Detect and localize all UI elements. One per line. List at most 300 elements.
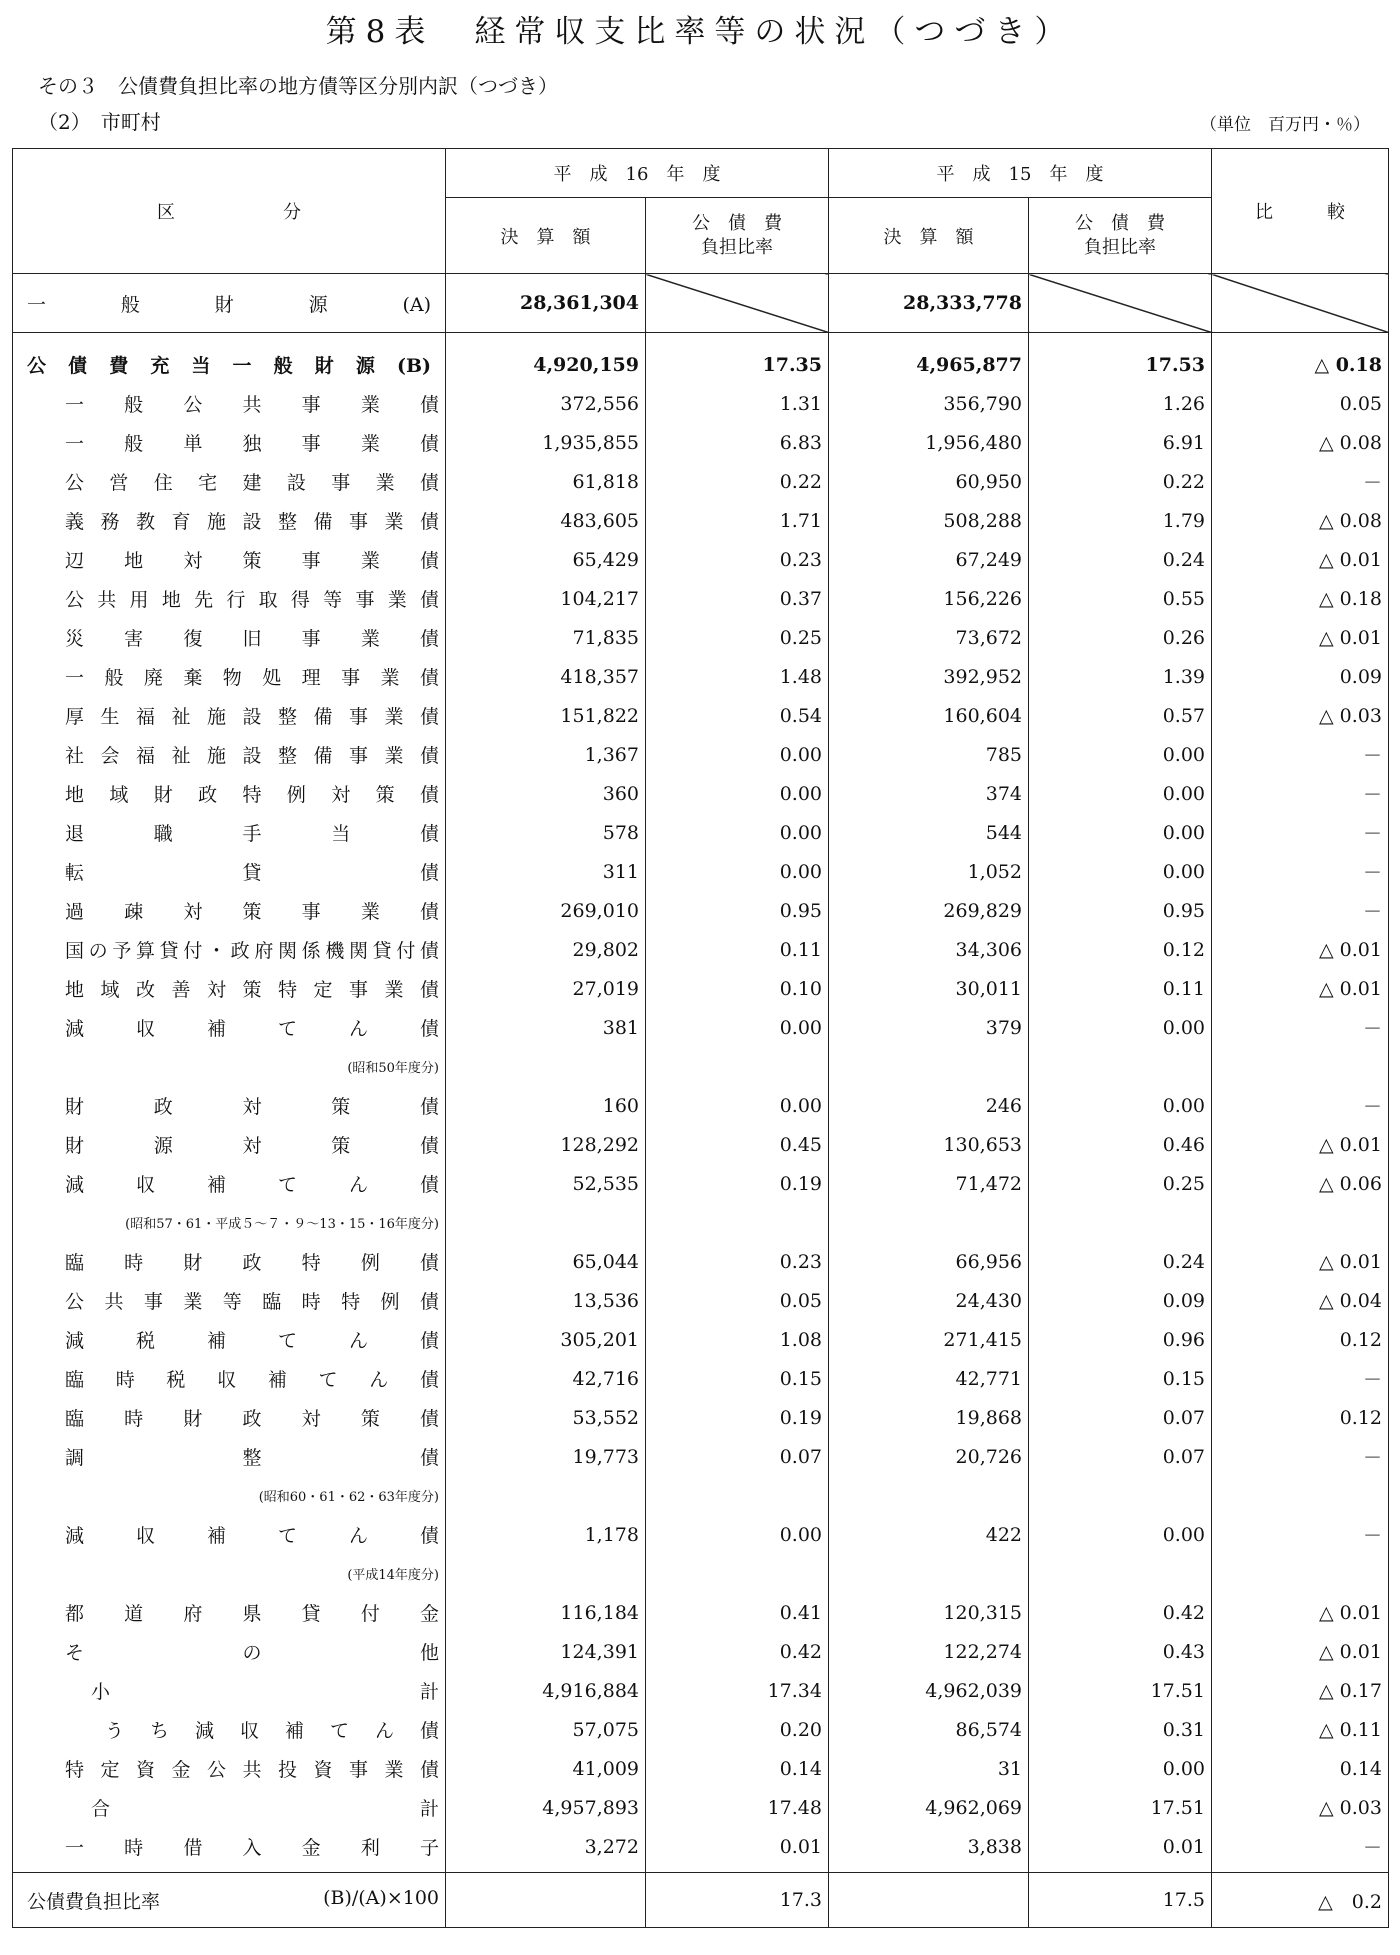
header-category: 区 分: [13, 149, 446, 274]
cell-h15-ratio: 0.12: [1029, 930, 1212, 969]
cell-label: 地域財政特例対策債: [13, 774, 446, 813]
cell-h16-amount: 116,184: [446, 1593, 646, 1632]
cell-diff: －: [1212, 1359, 1389, 1398]
cell-h15-ratio: 0.22: [1029, 462, 1212, 501]
empty-cell: [829, 1873, 1029, 1928]
table-row: [13, 696, 1389, 735]
cell-h16-amount: 104,217: [446, 579, 646, 618]
cell-h16-amount: 311: [446, 852, 646, 891]
h15-amount: 28,333,778: [829, 274, 1029, 333]
cell-diff: 0.09: [1212, 657, 1389, 696]
ratio-diff: △ 0.2: [1212, 1873, 1389, 1928]
empty-cell: [829, 1047, 1029, 1086]
table-row: [13, 930, 1389, 969]
cell-h15-amount: 374: [829, 774, 1029, 813]
ratio-h15: 17.5: [1029, 1873, 1212, 1928]
cell-h16-ratio: 0.23: [646, 540, 829, 579]
h16-amount: 28,361,304: [446, 274, 646, 333]
empty-cell: [1029, 1476, 1212, 1515]
cell-label: 公共用地先行取得等事業債: [13, 579, 446, 618]
cell-diff: △ 0.01: [1212, 1125, 1389, 1164]
ratio-h16: 17.3: [646, 1873, 829, 1928]
cell-label: 転貸債: [13, 852, 446, 891]
table-row: [13, 1359, 1389, 1398]
cell-h16-ratio: 6.83: [646, 423, 829, 462]
cell-label: 臨時財政対策債: [13, 1398, 446, 1437]
empty-cell: [1029, 1047, 1212, 1086]
table-row: [13, 1086, 1389, 1125]
cell-diff: △ 0.06: [1212, 1164, 1389, 1203]
note-row: [13, 1476, 1389, 1515]
cell-h16-ratio: 0.11: [646, 930, 829, 969]
cell-label: 義務教育施設整備事業債: [13, 501, 446, 540]
cell-diff: －: [1212, 735, 1389, 774]
cell-h16-amount: 1,367: [446, 735, 646, 774]
table-row: [13, 333, 1389, 385]
row-note: (昭和60・61・62・63年度分): [13, 1476, 446, 1515]
cell-h15-amount: 30,011: [829, 969, 1029, 1008]
table-row: [13, 1710, 1389, 1749]
cell-h15-ratio: 0.00: [1029, 852, 1212, 891]
subtitle-municipality: （2） 市町村: [38, 110, 161, 134]
empty-cell: [446, 1476, 646, 1515]
empty-cell: [446, 1873, 646, 1928]
cell-h15-amount: 60,950: [829, 462, 1029, 501]
cell-h16-amount: 3,272: [446, 1827, 646, 1873]
cell-label: 一般単独事業債: [13, 423, 446, 462]
cell-label: 一時借入金利子: [13, 1827, 446, 1873]
cell-h16-amount: 61,818: [446, 462, 646, 501]
cell-diff: △ 0.08: [1212, 501, 1389, 540]
table-row: [13, 1437, 1389, 1476]
cell-label: 臨時財政特例債: [13, 1242, 446, 1281]
cell-h15-amount: 356,790: [829, 384, 1029, 423]
cell-h15-ratio: 0.07: [1029, 1398, 1212, 1437]
row-note: (昭和50年度分): [13, 1047, 446, 1086]
cell-h15-ratio: 1.26: [1029, 384, 1212, 423]
header-compare: 比 較: [1212, 149, 1389, 274]
ratio-row: [13, 1873, 1389, 1928]
cell-h15-amount: 3,838: [829, 1827, 1029, 1873]
cell-h15-ratio: 0.00: [1029, 813, 1212, 852]
cell-h16-ratio: 0.00: [646, 852, 829, 891]
cell-h16-ratio: 0.00: [646, 735, 829, 774]
cell-h16-amount: 1,935,855: [446, 423, 646, 462]
cell-h16-ratio: 17.35: [646, 333, 829, 385]
cell-diff: 0.12: [1212, 1398, 1389, 1437]
cell-h16-amount: 4,916,884: [446, 1671, 646, 1710]
cell-diff: △ 0.03: [1212, 1788, 1389, 1827]
cell-h16-amount: 305,201: [446, 1320, 646, 1359]
cell-diff: △ 0.01: [1212, 1242, 1389, 1281]
cell-label: 特定資金公共投資事業債: [13, 1749, 446, 1788]
cell-label: 小計: [13, 1671, 446, 1710]
cell-h16-amount: 4,957,893: [446, 1788, 646, 1827]
ratio-label: 公債費負担比率: [27, 1890, 161, 1913]
header-ratio-16: 公 債 費 負担比率: [646, 198, 829, 274]
cell-h16-ratio: 0.19: [646, 1164, 829, 1203]
cell-h15-amount: 1,956,480: [829, 423, 1029, 462]
table-row: [13, 1281, 1389, 1320]
cell-h15-ratio: 0.95: [1029, 891, 1212, 930]
cell-h16-ratio: 0.25: [646, 618, 829, 657]
page-title: 第8表 経常収支比率等の状況（つづき）: [325, 14, 1075, 50]
cell-h16-amount: 360: [446, 774, 646, 813]
cell-h15-amount: 392,952: [829, 657, 1029, 696]
cell-h16-ratio: 0.20: [646, 1710, 829, 1749]
cell-h15-amount: 71,472: [829, 1164, 1029, 1203]
cell-h16-ratio: 0.00: [646, 813, 829, 852]
cell-h16-amount: 128,292: [446, 1125, 646, 1164]
cell-h16-amount: 42,716: [446, 1359, 646, 1398]
empty-cell: [1212, 1476, 1389, 1515]
cell-label: 退職手当債: [13, 813, 446, 852]
table-row: [13, 969, 1389, 1008]
cell-diff: △ 0.01: [1212, 1632, 1389, 1671]
cell-h16-amount: 13,536: [446, 1281, 646, 1320]
table-row: [13, 891, 1389, 930]
table-row: [13, 1515, 1389, 1554]
cell-h16-ratio: 0.42: [646, 1632, 829, 1671]
table-row: [13, 540, 1389, 579]
cell-h16-ratio: 0.15: [646, 1359, 829, 1398]
debt-ratio-table: [12, 148, 1389, 1928]
cell-h15-ratio: 0.00: [1029, 774, 1212, 813]
cell-label: 公共事業等臨時特例債: [13, 1281, 446, 1320]
empty-cell: [829, 1554, 1029, 1593]
row-note: (昭和57・61・平成５～７・９～13・15・16年度分): [13, 1203, 446, 1242]
table-row: [13, 1671, 1389, 1710]
cell-h15-amount: 544: [829, 813, 1029, 852]
cell-label: 過疎対策事業債: [13, 891, 446, 930]
note-row: [13, 1047, 1389, 1086]
cell-diff: △ 0.01: [1212, 618, 1389, 657]
cell-h15-ratio: 0.00: [1029, 1515, 1212, 1554]
cell-h15-ratio: 0.00: [1029, 1749, 1212, 1788]
cell-h15-ratio: 0.26: [1029, 618, 1212, 657]
cell-label: 臨時税収補てん債: [13, 1359, 446, 1398]
cell-h16-ratio: 0.54: [646, 696, 829, 735]
cell-h16-amount: 578: [446, 813, 646, 852]
empty-cell: [1029, 1554, 1212, 1593]
cell-h15-amount: 4,962,069: [829, 1788, 1029, 1827]
cell-h15-ratio: 17.51: [1029, 1788, 1212, 1827]
cell-h15-amount: 24,430: [829, 1281, 1029, 1320]
cell-diff: 0.05: [1212, 384, 1389, 423]
cell-h15-ratio: 0.43: [1029, 1632, 1212, 1671]
cell-h16-amount: 4,920,159: [446, 333, 646, 385]
cell-h16-amount: 19,773: [446, 1437, 646, 1476]
cell-h16-ratio: 0.10: [646, 969, 829, 1008]
empty-cell: [1212, 1047, 1389, 1086]
cell-label: 減収補てん債: [13, 1515, 446, 1554]
empty-cell: [1212, 1203, 1389, 1242]
cell-diff: －: [1212, 813, 1389, 852]
cell-h15-ratio: 17.53: [1029, 333, 1212, 385]
cell-label: 調整債: [13, 1437, 446, 1476]
cell-h16-ratio: 0.14: [646, 1749, 829, 1788]
cell-h15-ratio: 0.11: [1029, 969, 1212, 1008]
cell-h15-amount: 120,315: [829, 1593, 1029, 1632]
cell-h15-amount: 246: [829, 1086, 1029, 1125]
ratio-label-cell: [13, 1873, 446, 1928]
cell-h15-amount: 271,415: [829, 1320, 1029, 1359]
cell-label: うち減収補てん債: [13, 1710, 446, 1749]
table-row: [13, 579, 1389, 618]
cell-label: 都道府県貸付金: [13, 1593, 446, 1632]
note-row: [13, 1554, 1389, 1593]
empty-cell: [446, 1554, 646, 1593]
cell-h16-ratio: 0.00: [646, 774, 829, 813]
cell-diff: －: [1212, 852, 1389, 891]
cell-h16-ratio: 0.05: [646, 1281, 829, 1320]
cell-h15-amount: 4,962,039: [829, 1671, 1029, 1710]
cell-h15-ratio: 0.15: [1029, 1359, 1212, 1398]
cell-h16-ratio: 0.07: [646, 1437, 829, 1476]
cell-diff: △ 0.01: [1212, 1593, 1389, 1632]
cell-diff: －: [1212, 774, 1389, 813]
empty-cell: [829, 1203, 1029, 1242]
cell-h15-amount: 31: [829, 1749, 1029, 1788]
cell-label: 減税補てん債: [13, 1320, 446, 1359]
cell-h16-amount: 41,009: [446, 1749, 646, 1788]
cell-h16-ratio: 0.00: [646, 1515, 829, 1554]
cell-h15-amount: 19,868: [829, 1398, 1029, 1437]
table-row: [13, 735, 1389, 774]
cell-h16-amount: 372,556: [446, 384, 646, 423]
cell-h15-ratio: 0.31: [1029, 1710, 1212, 1749]
cell-label: 減収補てん債: [13, 1008, 446, 1047]
cell-h15-ratio: 17.51: [1029, 1671, 1212, 1710]
cell-label: 合計: [13, 1788, 446, 1827]
cell-h15-amount: 508,288: [829, 501, 1029, 540]
empty-cell: [1029, 1203, 1212, 1242]
cell-diff: △ 0.01: [1212, 969, 1389, 1008]
cell-h16-ratio: 0.19: [646, 1398, 829, 1437]
cell-h15-amount: 130,653: [829, 1125, 1029, 1164]
cell-label: その他: [13, 1632, 446, 1671]
cell-label: 財源対策債: [13, 1125, 446, 1164]
cell-diff: －: [1212, 1827, 1389, 1873]
cell-h16-amount: 1,178: [446, 1515, 646, 1554]
cell-label: 災害復旧事業債: [13, 618, 446, 657]
cell-h16-amount: 483,605: [446, 501, 646, 540]
cell-h16-amount: 381: [446, 1008, 646, 1047]
table-row: [13, 1125, 1389, 1164]
cell-diff: －: [1212, 1515, 1389, 1554]
cell-h15-ratio: 0.57: [1029, 696, 1212, 735]
table-row: [13, 1398, 1389, 1437]
cell-h15-ratio: 0.00: [1029, 1086, 1212, 1125]
cell-h15-amount: 785: [829, 735, 1029, 774]
unit-note: （単位 百万円・％）: [1200, 115, 1370, 135]
table-row: [13, 1788, 1389, 1827]
table-row: [13, 657, 1389, 696]
cell-h15-ratio: 0.55: [1029, 579, 1212, 618]
cell-h16-ratio: 0.41: [646, 1593, 829, 1632]
cell-h16-ratio: 17.48: [646, 1788, 829, 1827]
cell-h16-ratio: 1.08: [646, 1320, 829, 1359]
cell-diff: △ 0.01: [1212, 540, 1389, 579]
table-row: [13, 1593, 1389, 1632]
cell-h16-amount: 52,535: [446, 1164, 646, 1203]
cell-h16-amount: 71,835: [446, 618, 646, 657]
table-row: [13, 1749, 1389, 1788]
diagonal-cell: [1212, 274, 1389, 333]
cell-h15-amount: 73,672: [829, 618, 1029, 657]
cell-label: 一般廃棄物処理事業債: [13, 657, 446, 696]
cell-label: 減収補てん債: [13, 1164, 446, 1203]
cell-diff: 0.14: [1212, 1749, 1389, 1788]
cell-h16-ratio: 0.00: [646, 1008, 829, 1047]
cell-h15-ratio: 6.91: [1029, 423, 1212, 462]
cell-h15-amount: 422: [829, 1515, 1029, 1554]
cell-h15-ratio: 0.24: [1029, 1242, 1212, 1281]
row-note: (平成14年度分): [13, 1554, 446, 1593]
header-year16: 平 成 16 年 度: [446, 149, 829, 198]
cell-h15-ratio: 0.25: [1029, 1164, 1212, 1203]
cell-diff: －: [1212, 462, 1389, 501]
cell-h16-ratio: 0.37: [646, 579, 829, 618]
cell-h16-ratio: 0.00: [646, 1086, 829, 1125]
cell-label: 社会福祉施設整備事業債: [13, 735, 446, 774]
cell-h16-amount: 53,552: [446, 1398, 646, 1437]
cell-h16-amount: 418,357: [446, 657, 646, 696]
cell-h15-ratio: 0.42: [1029, 1593, 1212, 1632]
cell-h16-ratio: 17.34: [646, 1671, 829, 1710]
table-row: [13, 774, 1389, 813]
empty-cell: [646, 1554, 829, 1593]
cell-h16-ratio: 1.71: [646, 501, 829, 540]
cell-h16-amount: 57,075: [446, 1710, 646, 1749]
table-row: [13, 813, 1389, 852]
table-row: [13, 618, 1389, 657]
cell-diff: △ 0.11: [1212, 1710, 1389, 1749]
cell-h15-ratio: 0.00: [1029, 1008, 1212, 1047]
header-settlement-15: 決 算 額: [829, 198, 1029, 274]
cell-h15-amount: 4,965,877: [829, 333, 1029, 385]
cell-label: 国の予算貸付・政府関係機関貸付債: [13, 930, 446, 969]
cell-h16-ratio: 0.01: [646, 1827, 829, 1873]
table-row: [13, 1242, 1389, 1281]
cell-h15-amount: 1,052: [829, 852, 1029, 891]
cell-h16-amount: 269,010: [446, 891, 646, 930]
cell-diff: △ 0.18: [1212, 579, 1389, 618]
cell-h16-amount: 65,429: [446, 540, 646, 579]
table-row: [13, 1008, 1389, 1047]
table-row: [13, 462, 1389, 501]
cell-h15-amount: 66,956: [829, 1242, 1029, 1281]
cell-h16-amount: 151,822: [446, 696, 646, 735]
cell-h15-ratio: 0.24: [1029, 540, 1212, 579]
cell-h15-ratio: 0.09: [1029, 1281, 1212, 1320]
cell-label: 財政対策債: [13, 1086, 446, 1125]
cell-h15-amount: 20,726: [829, 1437, 1029, 1476]
cell-h16-amount: 27,019: [446, 969, 646, 1008]
cell-h15-amount: 34,306: [829, 930, 1029, 969]
general-revenue-row: [13, 274, 1389, 333]
diagonal-cell: [646, 274, 829, 333]
table-row: [13, 1827, 1389, 1873]
cell-h16-amount: 160: [446, 1086, 646, 1125]
cell-label: 辺地対策事業債: [13, 540, 446, 579]
cell-h16-ratio: 1.31: [646, 384, 829, 423]
cell-label: 公営住宅建設事業債: [13, 462, 446, 501]
cell-h16-ratio: 0.95: [646, 891, 829, 930]
empty-cell: [446, 1047, 646, 1086]
cell-h15-ratio: 0.00: [1029, 735, 1212, 774]
cell-h15-ratio: 0.07: [1029, 1437, 1212, 1476]
cell-label: 地域改善対策特定事業債: [13, 969, 446, 1008]
table-row: [13, 1164, 1389, 1203]
ratio-formula: (B)/(A)×100: [323, 1886, 439, 1909]
empty-cell: [646, 1047, 829, 1086]
cell-h15-amount: 160,604: [829, 696, 1029, 735]
table-row: [13, 384, 1389, 423]
cell-diff: △ 0.17: [1212, 1671, 1389, 1710]
cell-label: 厚生福祉施設整備事業債: [13, 696, 446, 735]
empty-cell: [646, 1476, 829, 1515]
cell-diff: －: [1212, 1086, 1389, 1125]
cell-diff: △ 0.08: [1212, 423, 1389, 462]
empty-cell: [829, 1476, 1029, 1515]
cell-diff: 0.12: [1212, 1320, 1389, 1359]
header-ratio-15: 公 債 費 負担比率: [1029, 198, 1212, 274]
cell-h16-amount: 65,044: [446, 1242, 646, 1281]
cell-h16-amount: 29,802: [446, 930, 646, 969]
empty-cell: [446, 1203, 646, 1242]
table-row: [13, 852, 1389, 891]
cell-h15-ratio: 0.01: [1029, 1827, 1212, 1873]
cell-h15-amount: 379: [829, 1008, 1029, 1047]
cell-h15-amount: 156,226: [829, 579, 1029, 618]
cell-diff: △ 0.04: [1212, 1281, 1389, 1320]
cell-diff: △ 0.18: [1212, 333, 1389, 385]
cell-diff: －: [1212, 891, 1389, 930]
cell-diff: －: [1212, 1437, 1389, 1476]
cell-label: 一般公共事業債: [13, 384, 446, 423]
header-year15: 平 成 15 年 度: [829, 149, 1212, 198]
empty-cell: [646, 1203, 829, 1242]
cell-diff: △ 0.01: [1212, 930, 1389, 969]
cell-h16-ratio: 1.48: [646, 657, 829, 696]
header-settlement-16: 決 算 額: [446, 198, 646, 274]
cell-h15-ratio: 1.39: [1029, 657, 1212, 696]
cell-h16-ratio: 0.45: [646, 1125, 829, 1164]
cell-label: 公債費充当一般財源(B): [13, 333, 446, 385]
cell-h15-amount: 67,249: [829, 540, 1029, 579]
table-row: [13, 1320, 1389, 1359]
empty-cell: [1212, 1554, 1389, 1593]
cell-h15-amount: 269,829: [829, 891, 1029, 930]
cell-h15-amount: 86,574: [829, 1710, 1029, 1749]
cell-diff: －: [1212, 1008, 1389, 1047]
cell-h15-amount: 122,274: [829, 1632, 1029, 1671]
cell-h16-amount: 124,391: [446, 1632, 646, 1671]
subtitle-section: その３ 公債費負担比率の地方債等区分別内訳（つづき）: [38, 74, 558, 98]
table-row: [13, 1632, 1389, 1671]
cell-h15-ratio: 1.79: [1029, 501, 1212, 540]
cell-h15-ratio: 0.46: [1029, 1125, 1212, 1164]
table-row: [13, 501, 1389, 540]
table-row: [13, 423, 1389, 462]
note-row: [13, 1203, 1389, 1242]
cell-h16-ratio: 0.23: [646, 1242, 829, 1281]
diagonal-cell: [1029, 274, 1212, 333]
cell-h16-ratio: 0.22: [646, 462, 829, 501]
cell-h15-ratio: 0.96: [1029, 1320, 1212, 1359]
row-label: 一般財源(A): [13, 274, 446, 333]
